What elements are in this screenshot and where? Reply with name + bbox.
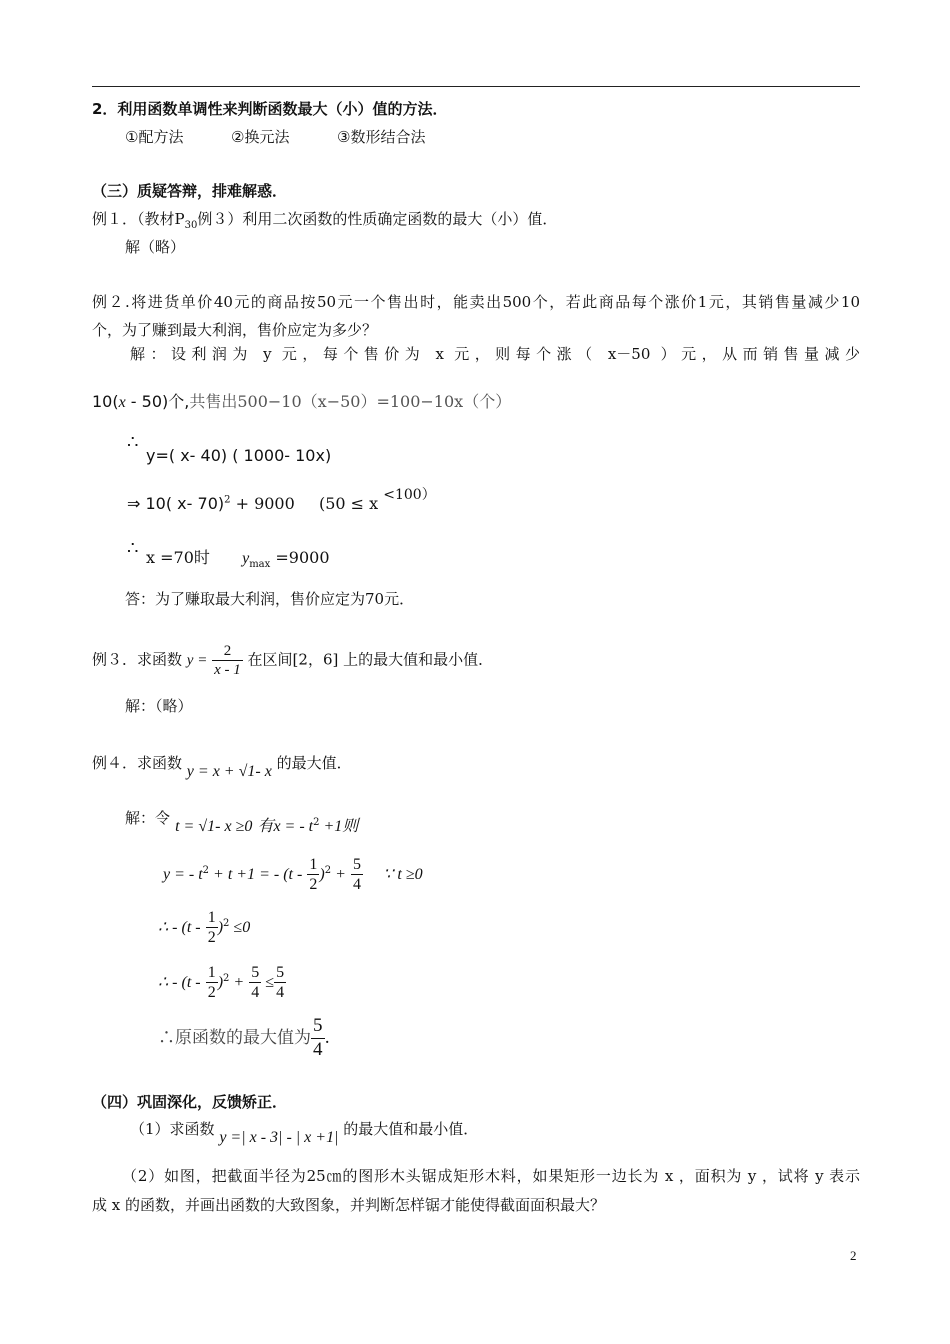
- example1-text: 例１．（教材$P_{30}$例３）利用二次函数的性质确定函数的最大（小）值．: [92, 210, 558, 231]
- section2-heading: 2．利用函数单调性来判断函数最大（小）值的方法．: [92, 100, 448, 118]
- method-item: ①配方法: [125, 128, 184, 146]
- example2-answer: 答：为了赚取最大利润，售价应定为70元．: [125, 590, 415, 608]
- example2-line2: 个，为了赚到最大利润，售价应定为多少？: [92, 321, 378, 339]
- upper-bound: ∴ - (t - $\frac{1}{2}$ )$^2$ + $\frac{5}{4}$ ≤ $\frac{5}{4}$: [158, 964, 285, 1002]
- section3-heading: （三）质疑答辩，排难解惑．: [92, 182, 288, 200]
- max-result: x =70时 $y_{max} =9000$: [146, 548, 330, 571]
- profit-equation: y=( x- 40) ( 1000- 10x): [146, 446, 332, 465]
- fraction: $\frac{5}{4}$: [313, 1015, 323, 1060]
- fraction: $\frac{1}{2}$: [207, 964, 216, 1002]
- therefore-symbol: ∴: [127, 432, 139, 453]
- exercise1-text: （1）求函数 y =| x - 3| - | x +1| 的最大值和最小值．: [130, 1120, 479, 1146]
- page-number: 2: [850, 1248, 857, 1263]
- example4-text: 例４．求函数 y = x + √1- x 的最大值．: [92, 754, 352, 780]
- therefore-symbol: ∴: [127, 538, 139, 559]
- quadratic-completed: y = - $t^2 + t +1$ = - (t - $\frac{1}{2}$ )$^2$ + $\frac{5}{4}$ ∵ t ≥0: [163, 856, 423, 894]
- substitution-line: 解：令 t = √1- x ≥0 有x = - $t^2 +1$则: [125, 809, 359, 835]
- example2-line1: 例２.将进货单价40元的商品按50元一个售出时，能卖出500个，若此商品每个涨价1元，其销售量减少10: [92, 293, 860, 311]
- fraction: $\frac{5}{4}$: [276, 964, 285, 1002]
- fraction: $\frac{2}{x - 1}$: [214, 643, 241, 678]
- section4-heading: （四）巩固深化，反馈矫正．: [92, 1093, 288, 1111]
- exercise2-line1: （2）如图，把截面半径为25㎝的图形木头锯成矩形木料，如果矩形一边长为 x ，面积为 y ，试将 y 表示: [122, 1167, 860, 1185]
- max-value-conclusion: ∴原函数的最大值为 $\frac{5}{4}$ .: [158, 1015, 330, 1060]
- square-nonpositive: ∴ - (t - $\frac{1}{2}$ )$^2$ ≤0: [158, 909, 251, 947]
- fraction: $\frac{1}{2}$: [309, 856, 318, 894]
- example2-solution-line1: 解：设利润为 y 元，每个售价为 x 元，则每个涨（ x－50 ）元，从而销售量减少: [130, 345, 860, 363]
- example2-solution-line2: 10(x - 50)个,共售出500−10（x−50）=100−10x（个）: [92, 392, 512, 411]
- profit-vertex-form: ⇒ 10( x- 70)$^2$ + 9000 (50 ≤ x <100）: [127, 487, 436, 513]
- example3-solution: 解：（略）: [125, 697, 193, 715]
- fraction: $\frac{5}{4}$: [353, 856, 361, 894]
- exercise2-line2: 成 x 的函数，并画出函数的大致图象，并判断怎样锯才能使得截面面积最大？: [92, 1196, 605, 1214]
- method-item: ②换元法: [231, 128, 290, 146]
- example3-text: 例３．求函数 y = $\frac{2}{x - 1}$ 在区间[2，6] 上的最大值和最小值．: [92, 643, 494, 678]
- method-item: ③数形结合法: [337, 128, 426, 146]
- example1-solution: 解（略）: [125, 238, 186, 256]
- header-rule: [92, 86, 860, 87]
- fraction: $\frac{1}{2}$: [207, 909, 216, 947]
- fraction: $\frac{5}{4}$: [251, 964, 260, 1002]
- method-list: [125, 128, 425, 146]
